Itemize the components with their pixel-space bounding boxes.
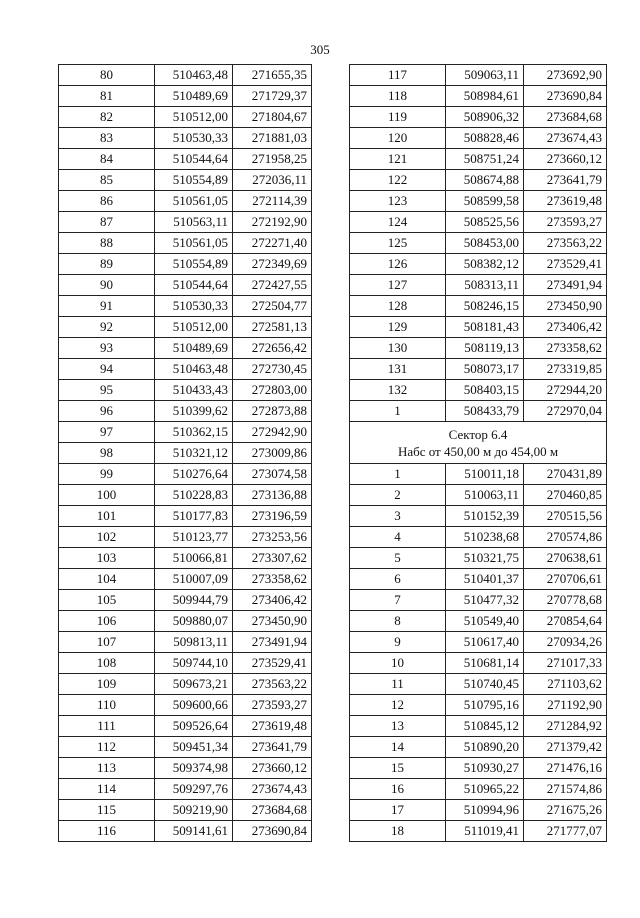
- point-number-cell: 112: [59, 737, 155, 758]
- table-row: [350, 275, 607, 296]
- point-number-cell: 109: [59, 674, 155, 695]
- y-coordinate-cell: 273563,22: [524, 233, 607, 254]
- x-coordinate-cell: 510123,77: [155, 527, 233, 548]
- x-coordinate-cell: 510177,83: [155, 506, 233, 527]
- y-coordinate-cell: 271777,07: [524, 821, 607, 842]
- point-number-cell: 108: [59, 653, 155, 674]
- point-number-cell: 106: [59, 611, 155, 632]
- y-coordinate-cell: 271284,92: [524, 716, 607, 737]
- x-coordinate-cell: 510463,48: [155, 65, 233, 86]
- y-coordinate-cell: 270574,86: [524, 527, 607, 548]
- point-number-cell: 92: [59, 317, 155, 338]
- point-number-cell: 121: [350, 149, 446, 170]
- table-row: [350, 212, 607, 233]
- y-coordinate-cell: 271103,62: [524, 674, 607, 695]
- point-number-cell: 84: [59, 149, 155, 170]
- table-row: [350, 401, 607, 422]
- point-number-cell: 113: [59, 758, 155, 779]
- x-coordinate-cell: 508382,12: [446, 254, 524, 275]
- point-number-cell: 117: [350, 65, 446, 86]
- table-row: [59, 464, 312, 485]
- x-coordinate-cell: 510890,20: [446, 737, 524, 758]
- table-row: [59, 65, 312, 86]
- point-number-cell: 6: [350, 569, 446, 590]
- y-coordinate-cell: 273674,43: [524, 128, 607, 149]
- x-coordinate-cell: 510007,09: [155, 569, 233, 590]
- point-number-cell: 96: [59, 401, 155, 422]
- table-row: [59, 191, 312, 212]
- table-row: [59, 149, 312, 170]
- point-number-cell: 124: [350, 212, 446, 233]
- page-number: 305: [310, 42, 330, 57]
- x-coordinate-cell: 508828,46: [446, 128, 524, 149]
- y-coordinate-cell: 272036,11: [233, 170, 312, 191]
- table-row: [59, 107, 312, 128]
- point-number-cell: 83: [59, 128, 155, 149]
- x-coordinate-cell: 509141,61: [155, 821, 233, 842]
- point-number-cell: 90: [59, 275, 155, 296]
- table-row: [59, 674, 312, 695]
- y-coordinate-cell: 271192,90: [524, 695, 607, 716]
- x-coordinate-cell: 509600,66: [155, 695, 233, 716]
- point-number-cell: 131: [350, 359, 446, 380]
- table-row: [59, 527, 312, 548]
- x-coordinate-cell: 509673,21: [155, 674, 233, 695]
- x-coordinate-cell: 510512,00: [155, 317, 233, 338]
- x-coordinate-cell: 510561,05: [155, 191, 233, 212]
- point-number-cell: 18: [350, 821, 446, 842]
- table-row: [350, 737, 607, 758]
- point-number-cell: 8: [350, 611, 446, 632]
- y-coordinate-cell: 273196,59: [233, 506, 312, 527]
- point-number-cell: 91: [59, 296, 155, 317]
- table-row: [350, 548, 607, 569]
- point-number-cell: 87: [59, 212, 155, 233]
- y-coordinate-cell: 272271,40: [233, 233, 312, 254]
- x-coordinate-cell: 508599,58: [446, 191, 524, 212]
- point-number-cell: 102: [59, 527, 155, 548]
- y-coordinate-cell: 273529,41: [233, 653, 312, 674]
- x-coordinate-cell: 508525,56: [446, 212, 524, 233]
- point-number-cell: 118: [350, 86, 446, 107]
- table-row: [59, 548, 312, 569]
- table-row: [59, 170, 312, 191]
- table-row: [59, 695, 312, 716]
- table-row: [350, 695, 607, 716]
- point-number-cell: 7: [350, 590, 446, 611]
- y-coordinate-cell: 273450,90: [233, 611, 312, 632]
- x-coordinate-cell: 509374,98: [155, 758, 233, 779]
- y-coordinate-cell: 273136,88: [233, 485, 312, 506]
- table-row: [350, 569, 607, 590]
- table-row: [59, 338, 312, 359]
- x-coordinate-cell: 510561,05: [155, 233, 233, 254]
- x-coordinate-cell: 510563,11: [155, 212, 233, 233]
- table-row: [59, 485, 312, 506]
- table-row: [59, 296, 312, 317]
- table-row: [350, 191, 607, 212]
- y-coordinate-cell: 270431,89: [524, 464, 607, 485]
- point-number-cell: 132: [350, 380, 446, 401]
- point-number-cell: 3: [350, 506, 446, 527]
- y-coordinate-cell: 273684,68: [233, 800, 312, 821]
- y-coordinate-cell: 272581,13: [233, 317, 312, 338]
- point-number-cell: 122: [350, 170, 446, 191]
- y-coordinate-cell: 272656,42: [233, 338, 312, 359]
- table-row: [350, 485, 607, 506]
- point-number-cell: 97: [59, 422, 155, 443]
- table-row: [59, 275, 312, 296]
- x-coordinate-cell: 508433,79: [446, 401, 524, 422]
- point-number-cell: 127: [350, 275, 446, 296]
- table-row: [59, 86, 312, 107]
- y-coordinate-cell: 273529,41: [524, 254, 607, 275]
- y-coordinate-cell: 271379,42: [524, 737, 607, 758]
- y-coordinate-cell: 273406,42: [233, 590, 312, 611]
- x-coordinate-cell: 509063,11: [446, 65, 524, 86]
- y-coordinate-cell: 273593,27: [233, 695, 312, 716]
- y-coordinate-cell: 271574,86: [524, 779, 607, 800]
- table-row: [59, 632, 312, 653]
- point-number-cell: 111: [59, 716, 155, 737]
- x-coordinate-cell: 509813,11: [155, 632, 233, 653]
- table-row: [350, 464, 607, 485]
- point-number-cell: 85: [59, 170, 155, 191]
- table-row: [59, 380, 312, 401]
- point-number-cell: 14: [350, 737, 446, 758]
- table-row: [350, 359, 607, 380]
- y-coordinate-cell: 273593,27: [524, 212, 607, 233]
- x-coordinate-cell: 510544,64: [155, 275, 233, 296]
- y-coordinate-cell: 273307,62: [233, 548, 312, 569]
- y-coordinate-cell: 273619,48: [524, 191, 607, 212]
- section-header: [350, 422, 607, 464]
- table-row: [59, 758, 312, 779]
- table-row: [59, 317, 312, 338]
- section-title: Сектор 6.4: [448, 426, 508, 442]
- point-number-cell: 99: [59, 464, 155, 485]
- y-coordinate-cell: 271655,35: [233, 65, 312, 86]
- y-coordinate-cell: 273406,42: [524, 317, 607, 338]
- x-coordinate-cell: 510463,48: [155, 359, 233, 380]
- x-coordinate-cell: 509744,10: [155, 653, 233, 674]
- y-coordinate-cell: 272730,45: [233, 359, 312, 380]
- y-coordinate-cell: 271804,67: [233, 107, 312, 128]
- y-coordinate-cell: 273674,43: [233, 779, 312, 800]
- x-coordinate-cell: 508313,11: [446, 275, 524, 296]
- x-coordinate-cell: 510321,12: [155, 443, 233, 464]
- table-row: [350, 296, 607, 317]
- y-coordinate-cell: 273319,85: [524, 359, 607, 380]
- x-coordinate-cell: 511019,41: [446, 821, 524, 842]
- x-coordinate-cell: 510489,69: [155, 338, 233, 359]
- y-coordinate-cell: 270854,64: [524, 611, 607, 632]
- y-coordinate-cell: 273692,90: [524, 65, 607, 86]
- point-number-cell: 104: [59, 569, 155, 590]
- table-row: [350, 758, 607, 779]
- point-number-cell: 103: [59, 548, 155, 569]
- point-number-cell: 2: [350, 485, 446, 506]
- point-number-cell: 86: [59, 191, 155, 212]
- x-coordinate-cell: 508403,15: [446, 380, 524, 401]
- y-coordinate-cell: 270778,68: [524, 590, 607, 611]
- x-coordinate-cell: 510489,69: [155, 86, 233, 107]
- y-coordinate-cell: 272944,20: [524, 380, 607, 401]
- point-number-cell: 101: [59, 506, 155, 527]
- y-coordinate-cell: 273491,94: [524, 275, 607, 296]
- x-coordinate-cell: 508984,61: [446, 86, 524, 107]
- point-number-cell: 119: [350, 107, 446, 128]
- x-coordinate-cell: 510530,33: [155, 296, 233, 317]
- point-number-cell: 128: [350, 296, 446, 317]
- y-coordinate-cell: 272427,55: [233, 275, 312, 296]
- section-subtitle: Набс от 450,00 м до 454,00 м: [397, 443, 559, 459]
- x-coordinate-cell: 508073,17: [446, 359, 524, 380]
- y-coordinate-cell: 272192,90: [233, 212, 312, 233]
- table-row: [350, 506, 607, 527]
- point-number-cell: 88: [59, 233, 155, 254]
- x-coordinate-cell: 508674,88: [446, 170, 524, 191]
- x-coordinate-cell: 510795,16: [446, 695, 524, 716]
- point-number-cell: 100: [59, 485, 155, 506]
- x-coordinate-cell: 509219,90: [155, 800, 233, 821]
- y-coordinate-cell: 273619,48: [233, 716, 312, 737]
- point-number-cell: 126: [350, 254, 446, 275]
- x-coordinate-cell: 510740,45: [446, 674, 524, 695]
- y-coordinate-cell: 273641,79: [233, 737, 312, 758]
- x-coordinate-cell: 510433,43: [155, 380, 233, 401]
- y-coordinate-cell: 270515,56: [524, 506, 607, 527]
- y-coordinate-cell: 271958,25: [233, 149, 312, 170]
- table-row: [350, 632, 607, 653]
- y-coordinate-cell: 271881,03: [233, 128, 312, 149]
- table-row: [59, 506, 312, 527]
- x-coordinate-cell: 508453,00: [446, 233, 524, 254]
- table-row: [350, 800, 607, 821]
- y-coordinate-cell: 273684,68: [524, 107, 607, 128]
- x-coordinate-cell: 510228,83: [155, 485, 233, 506]
- point-number-cell: 15: [350, 758, 446, 779]
- y-coordinate-cell: 271729,37: [233, 86, 312, 107]
- x-coordinate-cell: 508119,13: [446, 338, 524, 359]
- y-coordinate-cell: 272114,39: [233, 191, 312, 212]
- x-coordinate-cell: 510321,75: [446, 548, 524, 569]
- y-coordinate-cell: 271017,33: [524, 653, 607, 674]
- x-coordinate-cell: 510066,81: [155, 548, 233, 569]
- table-row: [59, 611, 312, 632]
- point-number-cell: 11: [350, 674, 446, 695]
- table-row: [59, 590, 312, 611]
- x-coordinate-cell: 508751,24: [446, 149, 524, 170]
- table-row: [350, 128, 607, 149]
- table-row: [59, 443, 312, 464]
- point-number-cell: 120: [350, 128, 446, 149]
- table-row: [59, 716, 312, 737]
- y-coordinate-cell: 273563,22: [233, 674, 312, 695]
- x-coordinate-cell: 510238,68: [446, 527, 524, 548]
- x-coordinate-cell: 509944,79: [155, 590, 233, 611]
- x-coordinate-cell: 508181,43: [446, 317, 524, 338]
- point-number-cell: 89: [59, 254, 155, 275]
- point-number-cell: 17: [350, 800, 446, 821]
- table-row: [59, 737, 312, 758]
- x-coordinate-cell: 510362,15: [155, 422, 233, 443]
- table-row: [350, 653, 607, 674]
- y-coordinate-cell: 270706,61: [524, 569, 607, 590]
- table-row: [350, 86, 607, 107]
- y-coordinate-cell: 273641,79: [524, 170, 607, 191]
- y-coordinate-cell: 273450,90: [524, 296, 607, 317]
- x-coordinate-cell: 510152,39: [446, 506, 524, 527]
- x-coordinate-cell: 509451,34: [155, 737, 233, 758]
- table-row: [350, 317, 607, 338]
- point-number-cell: 114: [59, 779, 155, 800]
- x-coordinate-cell: 510554,89: [155, 254, 233, 275]
- x-coordinate-cell: 509526,64: [155, 716, 233, 737]
- point-number-cell: 130: [350, 338, 446, 359]
- y-coordinate-cell: 272970,04: [524, 401, 607, 422]
- x-coordinate-cell: 510994,96: [446, 800, 524, 821]
- y-coordinate-cell: 273660,12: [524, 149, 607, 170]
- y-coordinate-cell: 273009,86: [233, 443, 312, 464]
- table-row: [59, 779, 312, 800]
- table-row: [59, 212, 312, 233]
- point-number-cell: 95: [59, 380, 155, 401]
- y-coordinate-cell: 273253,56: [233, 527, 312, 548]
- table-row: [350, 170, 607, 191]
- x-coordinate-cell: 510399,62: [155, 401, 233, 422]
- x-coordinate-cell: 510845,12: [446, 716, 524, 737]
- x-coordinate-cell: 508246,15: [446, 296, 524, 317]
- y-coordinate-cell: 273358,62: [524, 338, 607, 359]
- point-number-cell: 125: [350, 233, 446, 254]
- x-coordinate-cell: 509297,76: [155, 779, 233, 800]
- y-coordinate-cell: 273660,12: [233, 758, 312, 779]
- table-row: [59, 569, 312, 590]
- y-coordinate-cell: 272504,77: [233, 296, 312, 317]
- table-row: [350, 254, 607, 275]
- point-number-cell: 123: [350, 191, 446, 212]
- x-coordinate-cell: 510530,33: [155, 128, 233, 149]
- table-row: [59, 233, 312, 254]
- table-row: [59, 422, 312, 443]
- table-row: [350, 380, 607, 401]
- table-row: [350, 716, 607, 737]
- point-number-cell: 81: [59, 86, 155, 107]
- table-row: [350, 233, 607, 254]
- table-row: [350, 107, 607, 128]
- point-number-cell: 9: [350, 632, 446, 653]
- table-row: [350, 527, 607, 548]
- x-coordinate-cell: 509880,07: [155, 611, 233, 632]
- y-coordinate-cell: 273074,58: [233, 464, 312, 485]
- y-coordinate-cell: 272942,90: [233, 422, 312, 443]
- y-coordinate-cell: 271476,16: [524, 758, 607, 779]
- table-row: [350, 779, 607, 800]
- table-row: [59, 653, 312, 674]
- point-number-cell: 4: [350, 527, 446, 548]
- x-coordinate-cell: 510554,89: [155, 170, 233, 191]
- x-coordinate-cell: 510401,37: [446, 569, 524, 590]
- x-coordinate-cell: 510549,40: [446, 611, 524, 632]
- x-coordinate-cell: 510063,11: [446, 485, 524, 506]
- y-coordinate-cell: 271675,26: [524, 800, 607, 821]
- table-row: [59, 800, 312, 821]
- table-row: [59, 821, 312, 842]
- y-coordinate-cell: 273690,84: [233, 821, 312, 842]
- table-row: [350, 611, 607, 632]
- point-number-cell: 80: [59, 65, 155, 86]
- point-number-cell: 1: [350, 464, 446, 485]
- table-row: [350, 65, 607, 86]
- y-coordinate-cell: 273358,62: [233, 569, 312, 590]
- point-number-cell: 115: [59, 800, 155, 821]
- table-row: [59, 254, 312, 275]
- table-row: [59, 128, 312, 149]
- point-number-cell: 5: [350, 548, 446, 569]
- point-number-cell: 1: [350, 401, 446, 422]
- table-row: [350, 149, 607, 170]
- x-coordinate-cell: 510011,18: [446, 464, 524, 485]
- point-number-cell: 10: [350, 653, 446, 674]
- coordinates-table-right: [349, 64, 607, 842]
- x-coordinate-cell: 510681,14: [446, 653, 524, 674]
- y-coordinate-cell: 272803,00: [233, 380, 312, 401]
- y-coordinate-cell: 272873,88: [233, 401, 312, 422]
- point-number-cell: 98: [59, 443, 155, 464]
- point-number-cell: 105: [59, 590, 155, 611]
- table-row: [350, 590, 607, 611]
- table-row: [350, 674, 607, 695]
- table-row: [59, 401, 312, 422]
- table-row: [59, 359, 312, 380]
- point-number-cell: 107: [59, 632, 155, 653]
- point-number-cell: 13: [350, 716, 446, 737]
- y-coordinate-cell: 270638,61: [524, 548, 607, 569]
- point-number-cell: 110: [59, 695, 155, 716]
- point-number-cell: 12: [350, 695, 446, 716]
- x-coordinate-cell: 510512,00: [155, 107, 233, 128]
- x-coordinate-cell: 510544,64: [155, 149, 233, 170]
- y-coordinate-cell: 273690,84: [524, 86, 607, 107]
- y-coordinate-cell: 270934,26: [524, 632, 607, 653]
- x-coordinate-cell: 510930,27: [446, 758, 524, 779]
- y-coordinate-cell: 273491,94: [233, 632, 312, 653]
- x-coordinate-cell: 510617,40: [446, 632, 524, 653]
- table-row: [350, 821, 607, 842]
- point-number-cell: 129: [350, 317, 446, 338]
- point-number-cell: 82: [59, 107, 155, 128]
- x-coordinate-cell: 508906,32: [446, 107, 524, 128]
- coordinates-table-left: [58, 64, 312, 842]
- point-number-cell: 116: [59, 821, 155, 842]
- point-number-cell: 94: [59, 359, 155, 380]
- point-number-cell: 16: [350, 779, 446, 800]
- section-header-row: [350, 422, 607, 464]
- y-coordinate-cell: 272349,69: [233, 254, 312, 275]
- x-coordinate-cell: 510965,22: [446, 779, 524, 800]
- y-coordinate-cell: 270460,85: [524, 485, 607, 506]
- x-coordinate-cell: 510276,64: [155, 464, 233, 485]
- point-number-cell: 93: [59, 338, 155, 359]
- x-coordinate-cell: 510477,32: [446, 590, 524, 611]
- table-row: [350, 338, 607, 359]
